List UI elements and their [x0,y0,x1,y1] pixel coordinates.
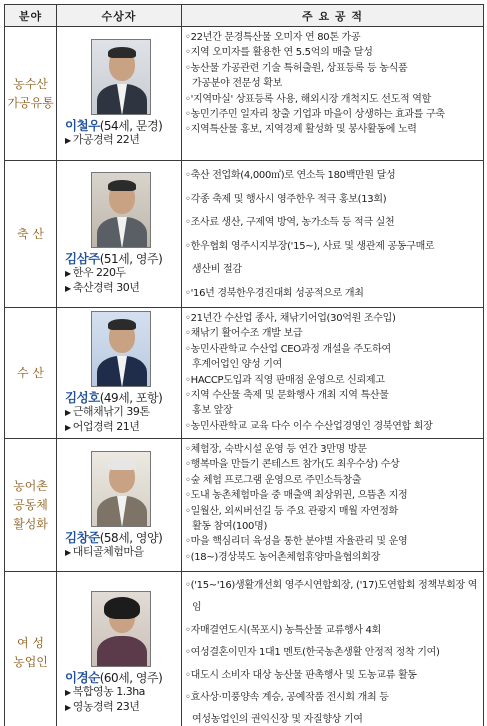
triangle-bullet-icon: ▶ [65,269,73,278]
achievement-line: ◦21년간 수산업 종사, 채낚기어업(30억원 조수입) [185,313,396,324]
triangle-bullet-icon: ▶ [65,284,73,293]
achievement-line: ◦행복마을 만들기 콘테스트 참가(도 최우수상) 수상 [185,459,400,471]
triangle-bullet-icon: ▶ [65,687,73,697]
awardee-photo [91,311,151,387]
achievement-line: ◦축산 전업화(4,000㎡)로 연소득 180백만원 달성 [185,170,396,181]
awardee-detail: ▶ 한우 220두 [65,266,126,279]
achievement-line: ◦지역 수산물 축제 및 문화행사 개최 지역 특산물 [185,390,389,402]
field-label: 농업인 [13,654,48,669]
awardee-detail: ▶ 근해채낚기 39톤 [65,405,150,418]
achievement-line: ◦농산물 가공관련 기술 특허출원, 상표등록 등 농식품 [185,62,408,74]
awardee-name: 김창준 [65,529,100,545]
awardee-name: 김삼주 [65,251,100,266]
triangle-bullet-icon: ▶ [65,136,73,145]
header-achievements: 주 요 공 적 [182,5,484,27]
awardee-photo [91,451,151,527]
achievement-line: ◦체험장, 숙박시설 운영 등 연간 3만명 방문 [185,444,367,455]
achievement-line: ◦농민사관학교 수산업 CEO과정 개설을 주도하여 [185,343,391,355]
triangle-bullet-icon: ▶ [65,702,73,712]
achievement-line: ◦('15~'16)생활개선회 영주시연합회장, ('17)도연합회 정책부회장 역 [185,580,478,591]
awardee-cell [57,439,182,572]
table-row [5,161,484,308]
awardee-detail: ▶ 복합영농 1.3ha [65,684,145,698]
achievement-line: ◦지역특산물 홍보, 지역경제 활성화 및 봉사활동에 노력 [185,124,417,136]
awardee-cell [57,27,182,161]
field-cell [5,308,57,439]
field-label: 축 산 [17,226,44,241]
table-row [5,308,484,439]
awardee-photo [91,172,151,248]
achievement-line: ◦숲 체험 프로그램 운영으로 주민소득창출 [185,474,362,486]
achievement-line: 가공분야 전문성 확보 [192,78,282,90]
awardee-cell [57,161,182,308]
awardee-name-line [65,391,177,405]
achievement-line: ◦채낚기 활어수조 개발 보급 [185,328,303,340]
triangle-bullet-icon: ▶ [65,423,73,432]
achievement-line: ◦조사료 생산, 구제역 방역, 농가소득 등 적극 실천 [185,217,395,228]
field-label: 농어촌 [13,478,48,493]
header-awardee: 수상자 [57,5,182,27]
field-label: 농수산 [13,76,48,91]
awardee-cell [57,308,182,439]
awardee-name: 이철우 [65,118,100,133]
field-cell [5,27,57,161]
table-row [5,27,484,161]
field-label: 공동체 [13,497,48,512]
awardee-age-region: (58세, 영양) [99,530,163,545]
achievement-line: 홍보 앞장 [192,405,233,417]
achievement-line: ◦한우협회 영주시지부장('15~), 사료 및 생관제 공동구매로 [185,240,435,252]
field-label: 활성화 [13,516,48,531]
achievement-line: ◦여성결혼이민자 1대1 멘토(한국농촌생활 안정적 정착 기여) [185,647,440,659]
achievement-line: ◦HACCP도입과 직영 판매점 운영으로 신뢰제고 [185,374,385,386]
achievement-line: ◦'지역마실' 상표등록 사용, 해외시장 개척지도 선도적 역할 [185,93,431,105]
achievement-line: ◦마을 핵심리더 육성을 통한 분야별 자율관리 및 운영 [185,536,408,548]
achievements-cell [182,308,484,439]
achievement-line: ◦일월산, 외씨버선길 등 주요 관광지 매월 자연정화 [185,505,398,517]
field-label: 가공유통 [7,95,54,110]
field-cell [5,572,57,726]
header-field: 분야 [5,5,57,27]
achievement-line: ◦각종 축제 및 행사시 영주한우 적극 홍보(13회) [185,193,387,205]
awardee-photo [91,591,151,667]
awardee-name: 이경순 [65,669,100,685]
achievement-line: ◦대도시 소비자 대상 농산물 판촉행사 및 도농교류 활동 [185,669,417,681]
triangle-bullet-icon: ▶ [65,408,73,417]
awardee-age-region: (49세, 포항) [99,391,163,405]
triangle-bullet-icon: ▶ [65,547,73,557]
achievement-line: 후계어업인 양성 기여 [192,359,282,371]
achievement-line: ◦농민사관학교 교육 다수 이수 수산업경영인 경북연합 회장 [185,420,433,432]
awardee-name-line [65,252,177,266]
achievements-cell [182,572,484,726]
awardee-detail: ▶ 영농경력 23년 [65,699,140,713]
awardee-detail: ▶ 축산경력 30년 [65,281,140,294]
achievement-line: 임 [192,602,202,614]
achievements-cell [182,27,484,161]
awardee-name-line [65,119,177,133]
achievement-line: ◦농민기주민 일자리 창출 기업과 마을이 상생하는 효과를 구축 [185,109,445,121]
awardee-age-region: (51세, 영주) [99,252,163,266]
achievement-line: ◦지역 오미자를 활용한 연 5.5억의 매출 달성 [185,47,373,59]
field-label: 수 산 [17,365,44,380]
table-row [5,439,484,572]
field-cell [5,439,57,572]
achievement-line: ◦22년간 문경특산물 오미자 연 80톤 가공 [185,32,361,43]
field-cell [5,161,57,308]
header-row [5,5,484,27]
awardee-age-region: (60세, 영주) [99,670,163,685]
field-label: 여 성 [17,635,44,650]
awardee-detail: ▶ 어업경력 21년 [65,420,140,433]
achievements-cell [182,439,484,572]
achievement-line: 활동 참여(100명) [192,521,268,533]
achievement-line: ◦'16년 경북한우경진대회 성공적으로 개최 [185,287,364,299]
achievement-line: 여성농업인의 권익신장 및 자질향상 기여 [192,714,363,726]
awardee-cell [57,572,182,726]
awardee-name-line [65,531,177,545]
awardee-name-line [65,671,177,685]
achievement-line: ◦(18~)경상북도 농어촌체험휴양마을협의회장 [185,551,381,563]
achievement-line: ◦도내 농촌체험마을 중 매출액 최상위권, 으뜸촌 지정 [185,490,408,502]
awardee-detail: ▶ 대티골체험마을 [65,544,144,558]
table-row [5,572,484,726]
achievement-line: ◦효사상·미풍양속 계승, 공예작품 전시회 개최 등 [185,692,389,704]
awardee-photo [91,39,151,115]
awardee-name: 김성호 [65,390,100,405]
award-table [4,4,484,726]
awardee-detail: ▶ 가공경력 22년 [65,133,140,146]
achievements-cell [182,161,484,308]
awardee-age-region: (54세, 문경) [99,119,163,133]
achievement-line: 생산비 절감 [192,264,242,275]
achievement-line: ◦자매결연도시(목포시) 농특산물 교류행사 4회 [185,624,381,636]
